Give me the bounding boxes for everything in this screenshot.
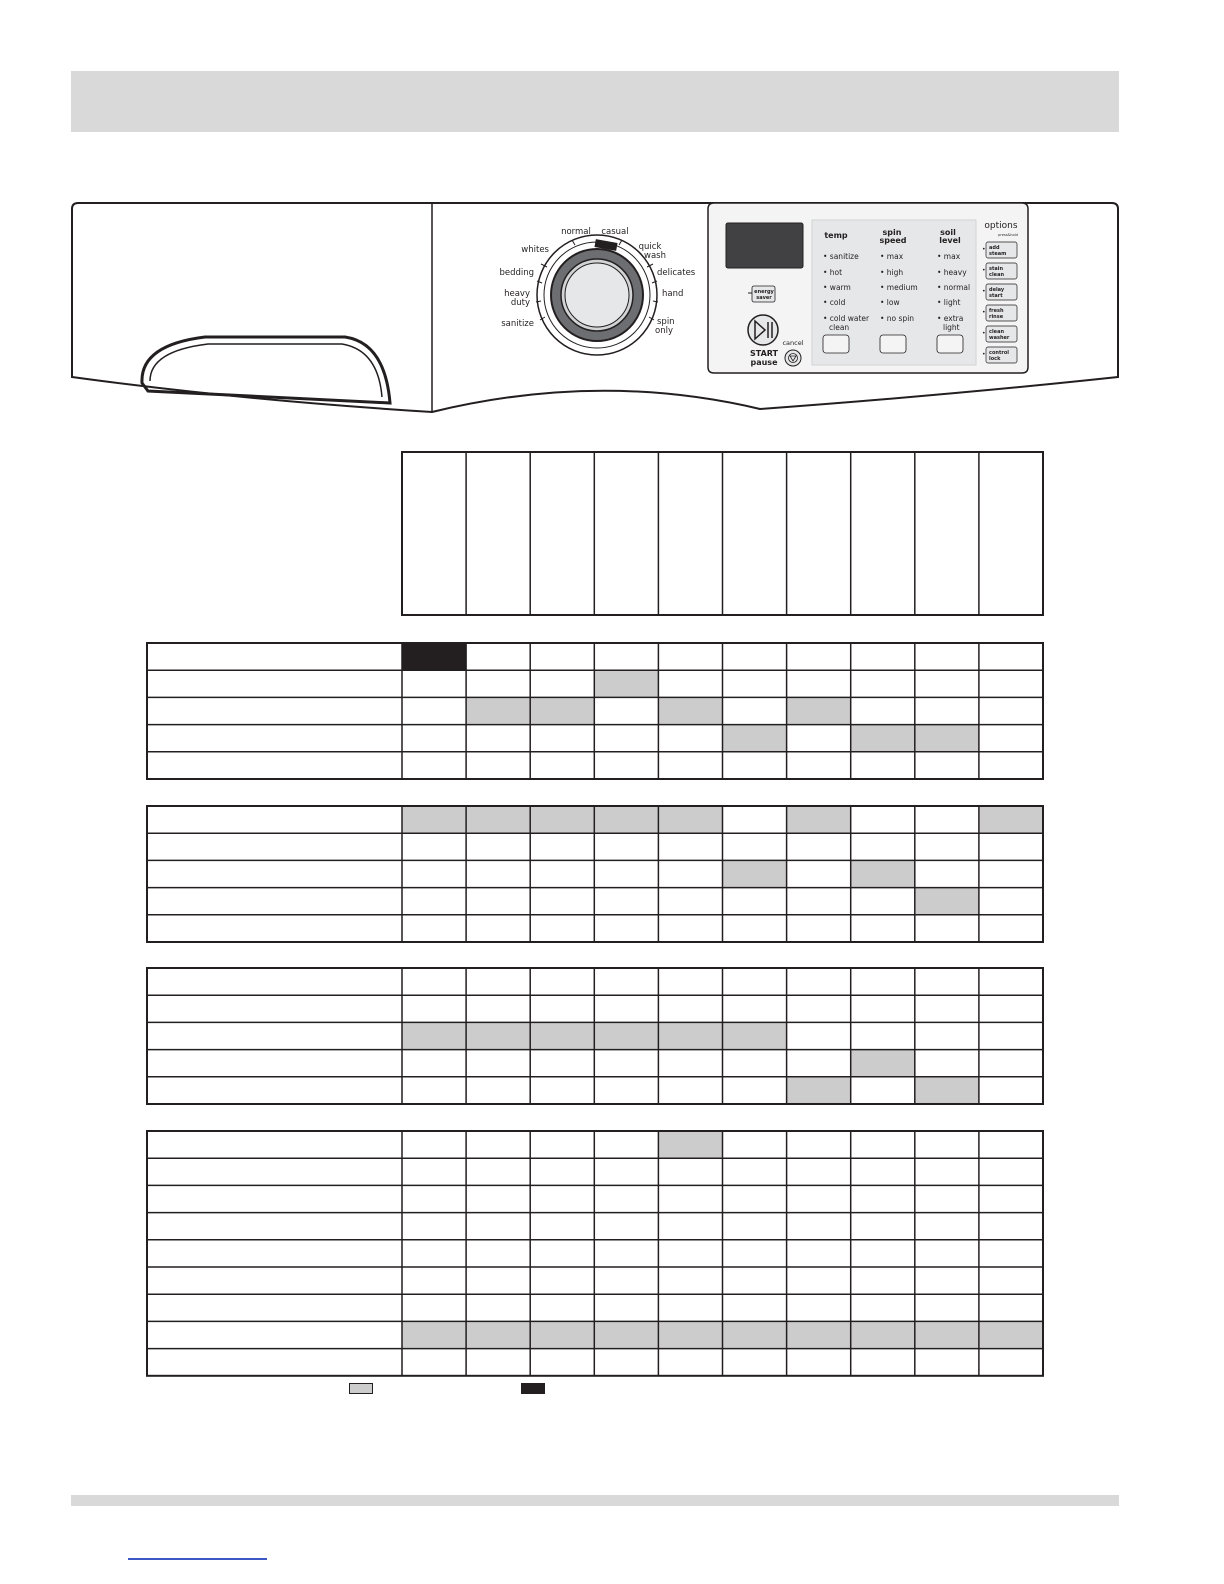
table-cell-default [594, 1022, 658, 1049]
spin-item: • low [880, 298, 900, 307]
option-bullet: • [982, 246, 986, 253]
option-bullet: • [982, 309, 986, 316]
option-label: delay [989, 287, 1005, 293]
cycle-label-heavy: heavy [504, 289, 530, 299]
option-label: control [989, 350, 1009, 356]
pause-label: pause [750, 358, 778, 367]
table-groups [147, 643, 1043, 1376]
table-cell-default [658, 1022, 722, 1049]
cycle-label-quick: quick [638, 242, 662, 252]
cancel-label: cancel [782, 339, 804, 347]
option-label: washer [989, 335, 1010, 341]
legend-swatch-default-dark [521, 1383, 545, 1394]
table-cell-default [787, 1321, 851, 1348]
table-cell-default [466, 1321, 530, 1348]
soil-item: • max [937, 252, 961, 261]
table-cell-default [979, 806, 1043, 833]
temp-item: • sanitize [823, 252, 859, 261]
table-cell-default [915, 725, 979, 752]
option-label: steam [989, 251, 1007, 257]
soil-item: • light [937, 298, 961, 307]
table-cell-default [530, 1321, 594, 1348]
temp-item: • warm [823, 283, 851, 292]
table-cell-default [466, 1022, 530, 1049]
option-bullet: • [982, 351, 986, 358]
energy-saver-label-1: energy [754, 289, 774, 295]
table-cell-default [915, 1077, 979, 1104]
spin-item: • max [880, 252, 904, 261]
table-cell-default [402, 1321, 466, 1348]
energy-saver-label-2: saver [756, 295, 772, 301]
table-cell-default [466, 697, 530, 724]
table-group [147, 968, 1043, 1104]
table-group [147, 643, 1043, 779]
cycle-label-normal: normal [561, 227, 591, 237]
table-cell-default-dark [402, 643, 466, 670]
options-heading: options [984, 221, 1018, 231]
temp-heading: temp [824, 231, 848, 240]
table-group [147, 1131, 1043, 1376]
cycle-label-casual: casual [601, 227, 629, 237]
option-label: start [989, 293, 1003, 299]
table-cell-default [658, 806, 722, 833]
table-cell-default [530, 1022, 594, 1049]
cycle-label-hand: hand [662, 289, 684, 299]
cycle-label-spin-only: only [655, 326, 673, 336]
option-label: add [989, 245, 1000, 251]
cycle-label-quick-wash: wash [644, 251, 666, 261]
option-label: clean [989, 272, 1005, 278]
temp-item: • hot [823, 268, 843, 277]
option-label: rinse [989, 314, 1004, 320]
table-cell-default [723, 1022, 787, 1049]
legend-swatch-default [349, 1383, 373, 1394]
soil-item: • heavy [937, 268, 967, 277]
table-cell-default [594, 806, 658, 833]
table-cell-default [787, 1077, 851, 1104]
cycle-label-whites: whites [521, 245, 549, 255]
table-cell-default [723, 860, 787, 887]
option-bullet: • [982, 330, 986, 337]
table-cell-default [851, 860, 915, 887]
table-cell-default [915, 1321, 979, 1348]
table-cell-default [658, 1131, 722, 1158]
temp-item: • cold water [823, 314, 870, 323]
table-cell-default [466, 806, 530, 833]
table-cell-default [402, 806, 466, 833]
temp-item: • cold [823, 298, 846, 307]
table-cell-default [723, 725, 787, 752]
table-cell-default [851, 1050, 915, 1077]
spin-item: • no spin [880, 314, 915, 323]
spin-item: • high [880, 268, 904, 277]
table-cell-default [658, 1321, 722, 1348]
soil-item: • normal [937, 283, 971, 292]
footer-bar [71, 1495, 1119, 1506]
table-cell-default [723, 1321, 787, 1348]
cycle-label-heavy-duty: duty [510, 298, 530, 308]
cycle-label-spin: spin [657, 317, 675, 327]
option-label: stain [989, 266, 1004, 272]
table-cell-default [594, 1321, 658, 1348]
table-cell-default [402, 1022, 466, 1049]
option-bullet: • [982, 267, 986, 274]
table-cell-default [658, 697, 722, 724]
option-label: fresh [989, 308, 1004, 314]
cycle-label-bedding: bedding [499, 268, 534, 278]
soil-item: • extra [937, 314, 964, 323]
footer-link[interactable] [128, 1558, 267, 1560]
table-cell-default [594, 670, 658, 697]
table-cell-default [979, 1321, 1043, 1348]
option-label: lock [989, 356, 1001, 362]
soil-heading-2: level [939, 236, 961, 245]
option-label: clean [989, 329, 1005, 335]
table-cell-default [851, 725, 915, 752]
option-bullet: • [982, 288, 986, 295]
table-cell-default [530, 697, 594, 724]
table-group [147, 806, 1043, 942]
table-cell-default [851, 1321, 915, 1348]
table-cell-default [787, 806, 851, 833]
soil-heading-1: soil [940, 228, 956, 237]
cycle-label-sanitize: sanitize [501, 319, 534, 329]
temp-item: clean [829, 323, 850, 332]
start-label: START [749, 349, 779, 358]
options-note: press&hold [998, 233, 1018, 237]
table-column-headers [402, 452, 1043, 615]
spin-heading-2: speed [879, 236, 907, 245]
soil-item: light [943, 323, 960, 332]
cycle-label-delicates: delicates [657, 268, 696, 278]
spin-item: • medium [880, 283, 918, 292]
table-cell-default [915, 888, 979, 915]
table-cell-default [530, 806, 594, 833]
spin-heading-1: spin [882, 228, 902, 237]
table-cell-default [787, 697, 851, 724]
